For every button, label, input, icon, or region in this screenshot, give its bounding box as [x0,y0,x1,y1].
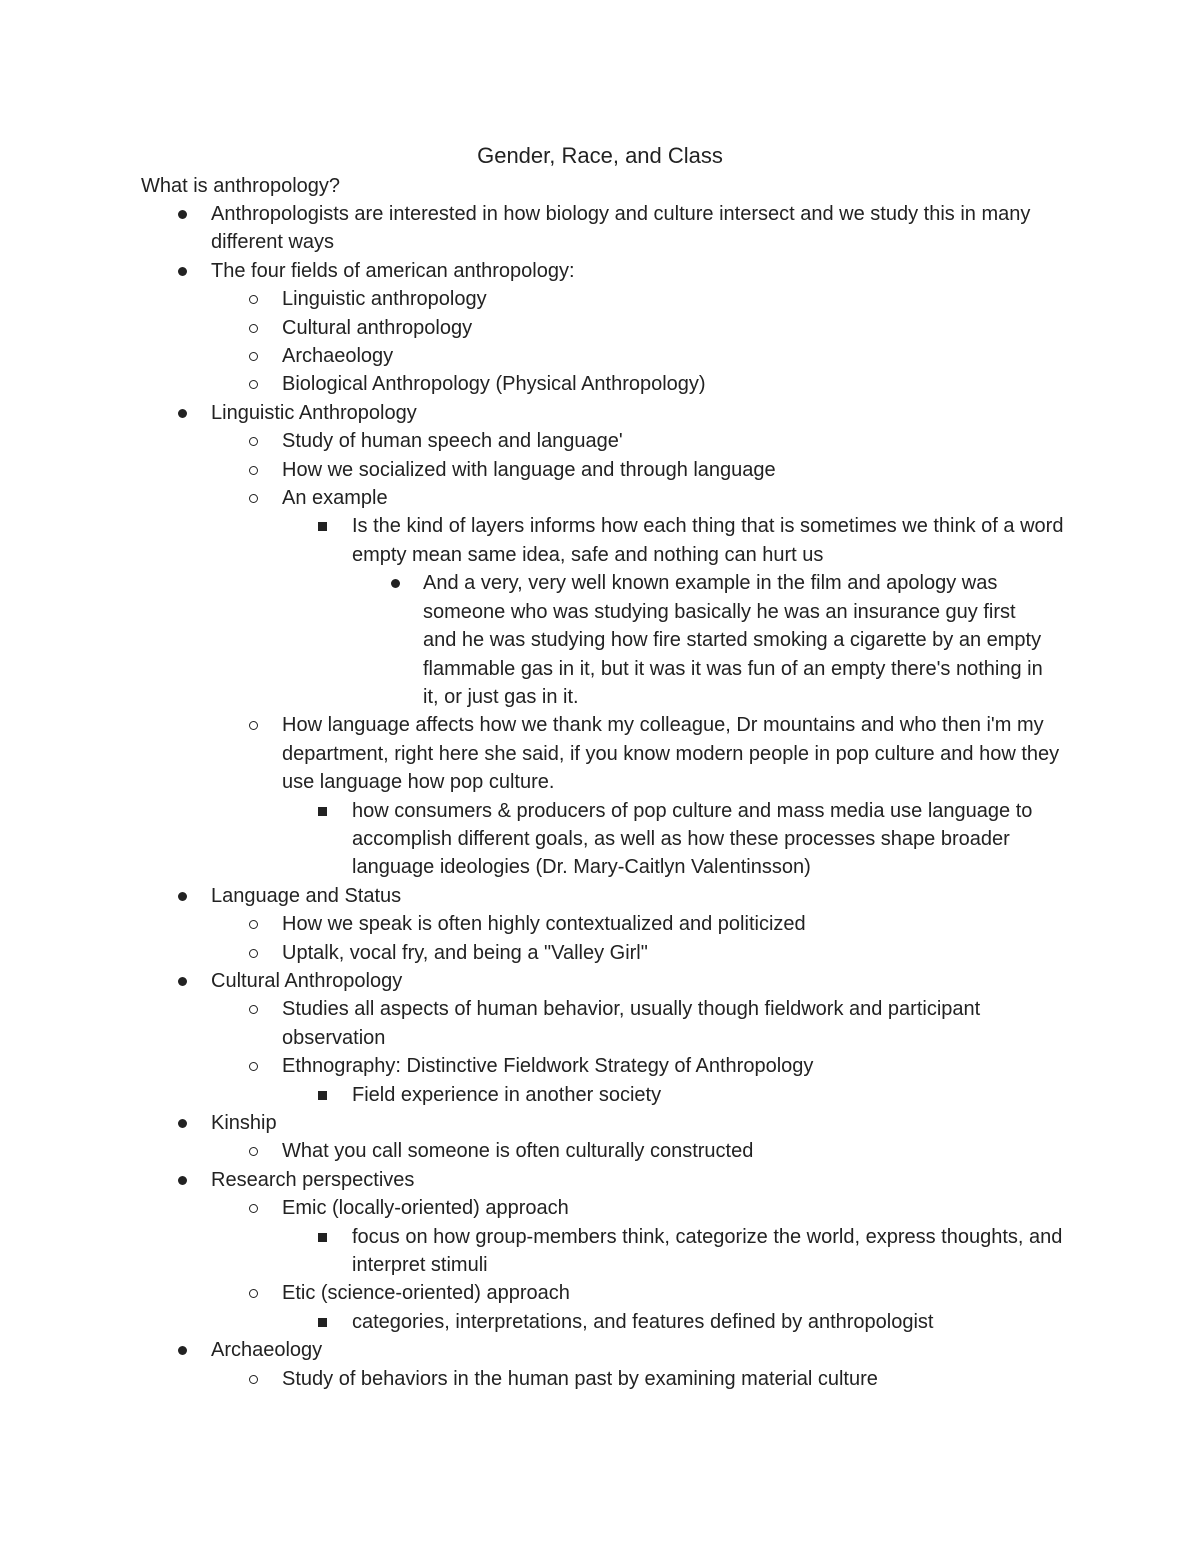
filled-circle-bullet-icon [178,1346,187,1355]
list-item: An example [0,484,1071,512]
hollow-circle-bullet-icon [249,494,258,503]
hollow-circle-bullet-icon [249,437,258,446]
filled-circle-bullet-icon [178,1119,187,1128]
square-bullet-icon [318,1318,327,1327]
hollow-circle-bullet-icon [249,1147,258,1156]
filled-circle-bullet-icon [178,892,187,901]
filled-circle-bullet-icon [178,977,187,986]
list-item: And a very, very well known example in the film and apology was someone who was studying basically he was an insurance guy first and he was studying how fire started smoking a cigarette by an empty flammable gas in it, but it was it was fun of an empty there's nothing in it, or just gas in it. [0,569,1043,711]
square-bullet-icon [318,1233,327,1242]
list-item: Archaeology [0,1336,1071,1364]
list-item: Etic (science-oriented) approach [0,1279,1071,1307]
filled-circle-bullet-icon [178,210,187,219]
list-item: What you call someone is often culturally constructed [0,1137,1071,1165]
list-item: Emic (locally-oriented) approach [0,1194,1071,1222]
list-item: how consumers & producers of pop culture and mass media use language to accomplish different goals, as well as how these processes shape broader language ideologies (Dr. Mary-Caitlyn Valentinsson) [0,797,1071,882]
list-item: Cultural Anthropology [0,967,1071,995]
list-item: How we socialized with language and through language [0,456,1071,484]
hollow-circle-bullet-icon [249,1375,258,1384]
hollow-circle-bullet-icon [249,352,258,361]
list-item: Study of human speech and language' [0,427,1071,455]
hollow-circle-bullet-icon [249,920,258,929]
list-item: Study of behaviors in the human past by examining material culture [0,1365,1071,1393]
hollow-circle-bullet-icon [249,1204,258,1213]
document-title: Gender, Race, and Class [477,143,723,168]
hollow-circle-bullet-icon [249,1005,258,1014]
hollow-circle-bullet-icon [249,466,258,475]
hollow-circle-bullet-icon [249,295,258,304]
hollow-circle-bullet-icon [249,1062,258,1071]
list-item: Kinship [0,1109,1071,1137]
square-bullet-icon [318,522,327,531]
intro-question: What is anthropology? [141,175,341,197]
square-bullet-icon [318,807,327,816]
filled-circle-bullet-icon [391,579,400,588]
list-item: Linguistic Anthropology [0,399,1071,427]
filled-circle-bullet-icon [178,267,187,276]
list-item: How language affects how we thank my colleague, Dr mountains and who then i'm my department, right here she said, if you know modern people in pop culture and how they use language how pop culture. [0,711,1071,796]
list-item: Uptalk, vocal fry, and being a "Valley Girl" [0,939,1071,967]
list-item: Ethnography: Distinctive Fieldwork Strategy of Anthropology [0,1052,1071,1080]
list-item: Cultural anthropology [0,314,1071,342]
list-item: Is the kind of layers informs how each thing that is sometimes we think of a word empty mean same idea, safe and nothing can hurt us [0,512,1071,569]
hollow-circle-bullet-icon [249,949,258,958]
list-item: Anthropologists are interested in how biology and culture intersect and we study this in many different ways [0,200,1071,257]
list-item: The four fields of american anthropology: [0,257,1071,285]
list-item: Language and Status [0,882,1071,910]
list-item: Archaeology [0,342,1071,370]
list-item: focus on how group-members think, categorize the world, express thoughts, and interpret stimuli [0,1223,1071,1280]
filled-circle-bullet-icon [178,409,187,418]
notes-outline [0,200,1200,1393]
hollow-circle-bullet-icon [249,324,258,333]
filled-circle-bullet-icon [178,1176,187,1185]
list-item: Studies all aspects of human behavior, usually though fieldwork and participant observation [0,995,1071,1052]
list-item: Biological Anthropology (Physical Anthropology) [0,370,1071,398]
hollow-circle-bullet-icon [249,1289,258,1298]
list-item: Field experience in another society [0,1081,1071,1109]
list-item: categories, interpretations, and features defined by anthropologist [0,1308,1071,1336]
square-bullet-icon [318,1091,327,1100]
list-item: Linguistic anthropology [0,285,1071,313]
list-item: How we speak is often highly contextualized and politicized [0,910,1071,938]
hollow-circle-bullet-icon [249,721,258,730]
hollow-circle-bullet-icon [249,380,258,389]
list-item: Research perspectives [0,1166,1071,1194]
